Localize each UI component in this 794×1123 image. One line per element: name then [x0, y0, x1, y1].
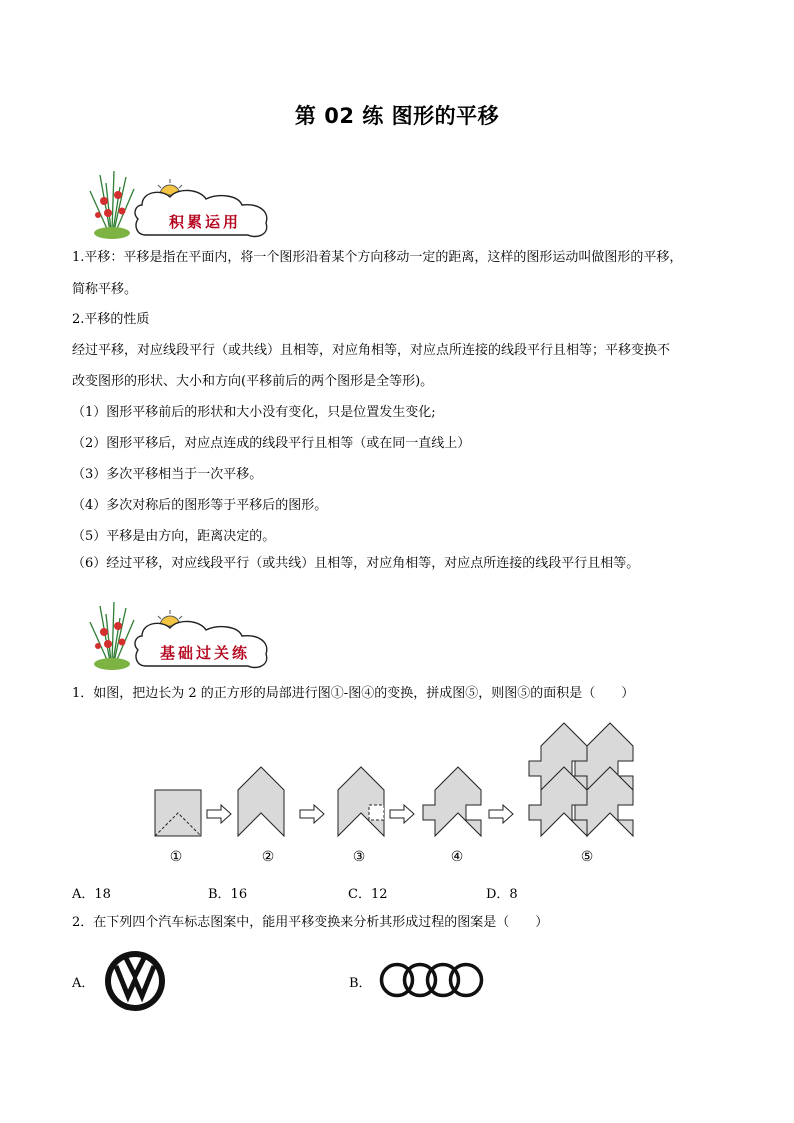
option-a[interactable]: A．18: [72, 887, 111, 902]
figure-3-shape: [338, 767, 384, 836]
text-line: （2）图形平移后，对应点连成的线段平行且相等（或在同一直线上）: [72, 436, 471, 451]
option-c[interactable]: C．12: [348, 887, 388, 902]
text-line: （1）图形平移前后的形状和大小没有变化，只是位置发生变化;: [72, 405, 436, 420]
page-title: 第 02 练 图形的平移: [294, 104, 500, 128]
figure-caption: ③: [352, 849, 366, 865]
volkswagen-logo-icon: [104, 950, 166, 1012]
figure-1-square: [155, 790, 201, 836]
figure-caption: ①: [169, 849, 183, 865]
text-line: （6）经过平移，对应线段平行（或共线）且相等，对应角相等，对应点所连接的线段平行且相等。: [72, 556, 640, 571]
text-line: （4）多次对称后的图形等于平移后的图形。: [72, 498, 328, 513]
arrow-icon: [207, 805, 231, 823]
text-line: 改变图形的形状、大小和方向(平移前后的两个图形是全等形)。: [72, 374, 434, 389]
arrow-icon: [300, 805, 324, 823]
option-a[interactable]: A．: [72, 976, 95, 991]
text-line: 经过平移，对应线段平行（或共线）且相等，对应角相等，对应点所连接的线段平行且相等；平移变换不: [72, 343, 671, 358]
section-banner-label: 积累运用: [168, 213, 241, 231]
text-line: 1.平移：平移是指在平面内，将一个图形沿着某个方向移动一定的距离，这样的图形运动叫做图形的平移，: [72, 250, 683, 265]
figure-5-tiling: [529, 723, 633, 836]
translation-figure: [150, 718, 650, 843]
arrow-icon: [390, 805, 414, 823]
figure-caption: ④: [450, 849, 464, 865]
option-d[interactable]: D．8: [486, 887, 518, 902]
question-2-text: 2．在下列四个汽车标志图案中，能用平移变换来分析其形成过程的图案是（ ）: [72, 915, 549, 930]
section-banner-basic: [78, 596, 278, 676]
text-line: 2.平移的性质: [72, 312, 150, 327]
figure-4-shape: [423, 767, 481, 836]
text-line: （3）多次平移相当于一次平移。: [72, 467, 263, 482]
section-banner-label: 基础过关练: [159, 644, 250, 662]
four-rings-logo-icon: [378, 961, 484, 999]
figure-caption: ②: [261, 849, 275, 865]
figure-caption: ⑤: [580, 849, 594, 865]
text-line: 简称平移。: [72, 282, 138, 297]
arrow-icon: [489, 805, 513, 823]
text-line: （5）平移是由方向，距离决定的。: [72, 529, 276, 544]
figure-2-shape: [238, 767, 284, 836]
option-b[interactable]: B．16: [208, 887, 248, 902]
section-banner-accumulate: [78, 165, 278, 245]
question-1-text: 1．如图，把边长为 2 的正方形的局部进行图①-图④的变换，拼成图⑤，则图⑤的面积是（ ）: [72, 686, 635, 701]
option-b[interactable]: B．: [349, 976, 372, 991]
